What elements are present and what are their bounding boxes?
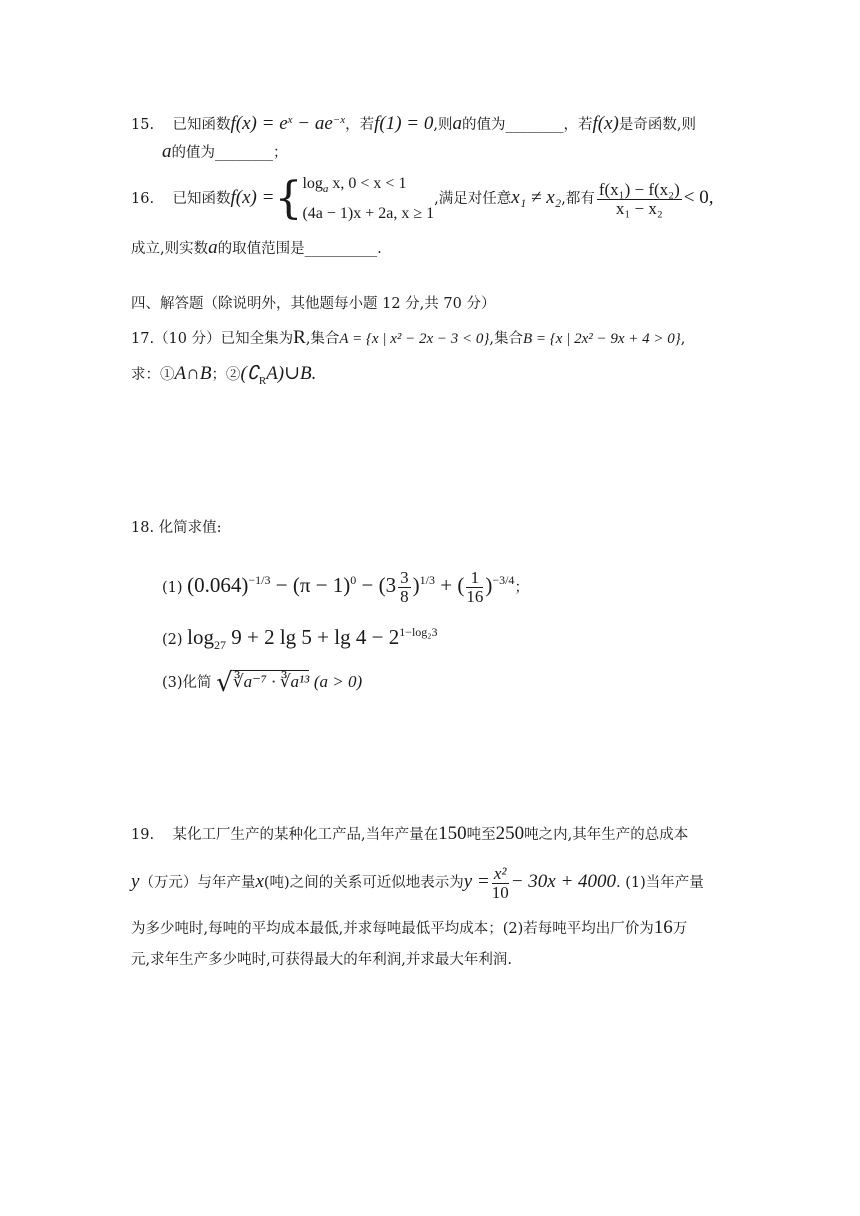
- q17-line1: [131, 328, 685, 349]
- q15-text-f: 的值为________；: [171, 145, 288, 161]
- q15-f1: f(1) = 0: [374, 112, 434, 134]
- q17-setA: A = {x | x² − 2x − 3 < 0}: [339, 331, 490, 347]
- q19-line4: 元,求年生产多少吨时,可获得最大的年利润,并求最大年利润.: [131, 952, 512, 968]
- q17-line2-a: 求：①: [131, 367, 175, 383]
- q18-part2: [162, 618, 438, 659]
- q19-formula-lhs: y =: [463, 871, 490, 892]
- q19-text-c: 吨之内,其年生产的总成本: [524, 827, 689, 843]
- q15-number: 15.: [131, 116, 155, 133]
- q19-formula-rhs: − 30x + 4000: [510, 871, 617, 892]
- q16-case2: (4a − 1)x + 2a, x ≥ 1: [302, 204, 435, 222]
- q17-number: 17.: [131, 331, 155, 347]
- q18-p1-end: ；: [514, 580, 529, 596]
- q15-text-c: ,则: [433, 116, 453, 133]
- q18-p2-expr: $\log_{27} 9 + 2$ $\lg 5 + \lg 4 - 2^{1-log_23}$: [187, 625, 438, 653]
- q15-a1: a: [452, 112, 462, 134]
- q16-cond: x₁ ≠ x₂: [511, 187, 562, 208]
- q19-line2: [131, 860, 704, 905]
- q15-line1: [131, 110, 696, 135]
- q15-fx: f(x) = e: [230, 112, 288, 134]
- q19-text-e: (吨)之间的关系可近似地表示为: [263, 875, 464, 891]
- q16-line2-b: 的取值范围是__________.: [217, 241, 382, 257]
- q15-a2: a: [162, 141, 172, 162]
- q15-fx2: f(x): [592, 112, 619, 134]
- q19-n150: 150: [438, 823, 467, 844]
- q16-frac-num: f(x₁) − f(x₂): [598, 179, 680, 199]
- q19-line3-text: 为多少吨时,每吨的平均成本最低,并求每吨最低平均成本；(2)若每吨平均出厂价为: [131, 921, 654, 937]
- q17-text-a: ,集合: [305, 331, 340, 347]
- q16-line2-a: 成立,则实数: [131, 241, 209, 257]
- q16-text-b: ,满足对任意: [434, 191, 512, 207]
- q17-R: R: [293, 327, 306, 348]
- q16-frac-den: x₁ − x₂: [615, 198, 663, 218]
- q18-title: 化简求值:: [158, 520, 222, 536]
- q16-fx: f(x) =: [230, 187, 275, 208]
- q17-points: （10 分）已知全集为: [154, 331, 294, 347]
- q15-text-d: 的值为________，若: [461, 116, 593, 133]
- q18-title-line: [131, 518, 222, 538]
- q18-number: 18.: [131, 520, 155, 536]
- q16-cases: [302, 172, 434, 225]
- q16-number: 16.: [131, 191, 155, 207]
- q19-x: x: [255, 871, 264, 892]
- q17-text-c: ,: [680, 331, 686, 347]
- q17-setB: B = {x | 2x² − 9x + 4 > 0}: [523, 331, 681, 347]
- q16-text-a: 已知函数: [172, 191, 231, 207]
- q19-line1: [131, 824, 688, 845]
- q19-number: 19.: [131, 827, 155, 843]
- section4-title: 四、解答题（除说明外，其他题每小题 12 分,共 70 分）: [131, 296, 496, 312]
- q19-text-a: 某化工厂生产的某种化工产品,当年产量在: [172, 827, 439, 843]
- q15-line2: [162, 142, 288, 163]
- q16-fraction: [597, 181, 682, 218]
- q17-expr2: $(∁_RA)\cup B$.: [240, 363, 317, 387]
- q16-ineq: < 0,: [683, 187, 714, 208]
- q15-text-a: 已知函数: [172, 116, 231, 133]
- q18-p3-cond: (a > 0): [313, 672, 363, 691]
- q17-sep: ；②: [211, 367, 241, 383]
- q19-n250: 250: [495, 823, 525, 844]
- q15-exp-negx: −x: [332, 114, 346, 126]
- q15-exp-x: x: [287, 114, 293, 126]
- q16-case1: $\log_a x$, 0 < x < 1: [302, 175, 407, 196]
- q15-text-b: ，若: [345, 116, 375, 133]
- q16-line2: [131, 238, 382, 259]
- q18-p3-expr: ∛a⁻⁷ · ∛a¹³: [232, 672, 310, 691]
- sqrt-icon: √: [216, 668, 233, 698]
- q19-n16: 16: [653, 917, 673, 938]
- q19-line3: [131, 918, 687, 939]
- q17-expr1: A∩B: [174, 363, 212, 384]
- q19-line3-end: 万: [672, 921, 688, 937]
- q18-part1: [162, 558, 529, 610]
- q18-p1-expr: $(0.064)^{-1/3} - (\pi - 1)^0 - (3$ $\frac{3}{8}$ )$^{1/3}$ + ( $\frac{1}{16}$ )$^{-3/4}$: [187, 567, 515, 606]
- q17-line2: [131, 364, 316, 391]
- q19-y: y: [131, 871, 140, 892]
- q18-p3-label: (3)化简: [162, 675, 212, 691]
- q16-a: a: [208, 237, 218, 258]
- q17-text-b: ,集合: [489, 331, 524, 347]
- q18-part3: [162, 666, 362, 699]
- q19-text-f: . (1)当年产量: [616, 875, 704, 891]
- q15-minus-ae: − ae: [292, 112, 333, 134]
- q19-text-b: 吨至: [466, 827, 496, 843]
- q16-text-c: ,都有: [561, 191, 595, 207]
- q19-fraction: $\frac{\text{x²}}{10}$: [491, 863, 509, 902]
- q18-p2-label: (2): [162, 632, 183, 648]
- q15-text-e: 是奇函数,则: [618, 116, 696, 133]
- q18-p1-label: (1): [162, 580, 183, 596]
- q19-text-d: （万元）与年产量: [139, 875, 256, 891]
- q16-line1: [131, 172, 714, 226]
- q16-brace: {: [274, 173, 303, 224]
